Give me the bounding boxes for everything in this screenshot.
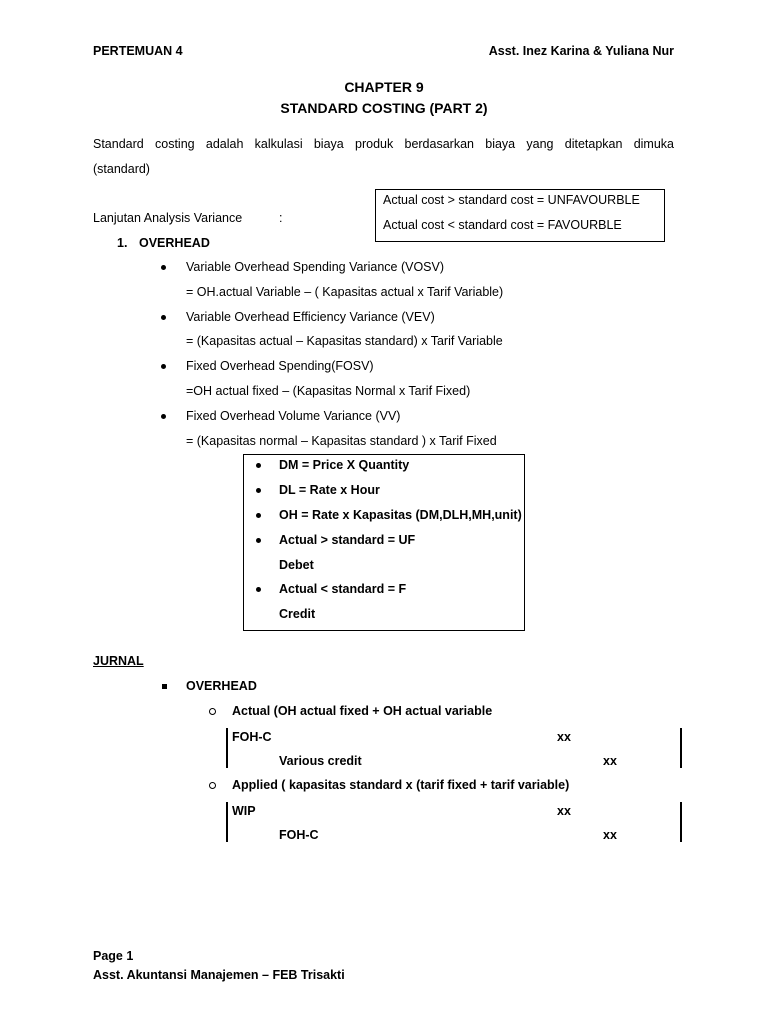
summary-uf: Actual > standard = UF <box>279 533 416 547</box>
entry-applied-debit-account: WIP <box>232 804 256 818</box>
bullet-icon <box>256 538 261 543</box>
bullet-icon <box>256 463 261 468</box>
fosv-title: Fixed Overhead Spending(FOSV) <box>186 359 374 373</box>
summary-oh: OH = Rate x Kapasitas (DM,DLH,MH,unit) <box>279 508 522 522</box>
bullet-icon <box>256 587 261 592</box>
jurnal-section: OVERHEAD <box>186 679 257 693</box>
header-right: Asst. Inez Karina & Yuliana Nur <box>488 44 674 58</box>
chapter-subtitle: STANDARD COSTING (PART 2) <box>280 100 488 116</box>
vv-title: Fixed Overhead Volume Variance (VV) <box>186 409 401 423</box>
chapter-title: CHAPTER 9 <box>344 79 424 95</box>
summary-debet: Debet <box>279 558 314 572</box>
entry-applied-credit-amount: xx <box>603 828 617 842</box>
t-account-right-rule <box>680 802 682 842</box>
summary-dm: DM = Price X Quantity <box>279 458 410 472</box>
vev-formula: = (Kapasitas actual – Kapasitas standard) x Tarif Variable <box>186 334 503 348</box>
entry-applied-title: Applied ( kapasitas standard x (tarif fixed + tarif variable) <box>232 778 570 792</box>
intro-line-1: Standard costing adalah kalkulasi biaya produk berdasarkan biaya yang ditetapkan dimuka <box>93 137 674 151</box>
overhead-number: 1. <box>117 236 128 250</box>
header-left: PERTEMUAN 4 <box>93 44 183 58</box>
overhead-heading: OVERHEAD <box>139 236 210 250</box>
entry-applied-credit-account: FOH-C <box>279 828 319 842</box>
bullet-icon <box>161 414 166 419</box>
bullet-icon <box>161 315 166 320</box>
vosv-title: Variable Overhead Spending Variance (VOSV) <box>186 260 445 274</box>
footer-org: Asst. Akuntansi Manajemen – FEB Trisakti <box>93 968 345 982</box>
entry-actual-title: Actual (OH actual fixed + OH actual variable <box>232 704 493 718</box>
analysis-label: Lanjutan Analysis Variance <box>93 211 243 225</box>
summary-f: Actual < standard = F <box>279 582 407 596</box>
entry-actual-debit-amount: xx <box>557 730 571 744</box>
entry-actual-credit-amount: xx <box>603 754 617 768</box>
summary-dl: DL = Rate x Hour <box>279 483 380 497</box>
bullet-icon <box>161 265 166 270</box>
vosv-formula: = OH.actual Variable – ( Kapasitas actual x Tarif Variable) <box>186 285 504 299</box>
jurnal-heading: JURNAL <box>93 654 144 668</box>
circle-bullet-icon <box>209 782 216 789</box>
entry-actual-debit-account: FOH-C <box>232 730 272 744</box>
t-account-right-rule <box>680 728 682 768</box>
bullet-icon <box>256 488 261 493</box>
summary-credit: Credit <box>279 607 316 621</box>
circle-bullet-icon <box>209 708 216 715</box>
cost-rule-unfavourable: Actual cost > standard cost = UNFAVOURBLE <box>383 193 640 207</box>
bullet-icon <box>161 364 166 369</box>
cost-rule-favourable: Actual cost < standard cost = FAVOURBLE <box>383 218 622 232</box>
square-bullet-icon <box>162 684 167 689</box>
vv-formula: = (Kapasitas normal – Kapasitas standard ) x Tarif Fixed <box>186 434 497 448</box>
intro-line-2: (standard) <box>93 162 150 176</box>
vev-title: Variable Overhead Efficiency Variance (VEV) <box>186 310 435 324</box>
footer-page: Page 1 <box>93 949 134 963</box>
entry-actual-credit-account: Various credit <box>279 754 362 768</box>
t-account-left-rule <box>226 728 228 768</box>
bullet-icon <box>256 513 261 518</box>
fosv-formula: =OH actual fixed – (Kapasitas Normal x Tarif Fixed) <box>186 384 471 398</box>
entry-applied-debit-amount: xx <box>557 804 571 818</box>
t-account-left-rule <box>226 802 228 842</box>
analysis-colon: : <box>279 211 283 225</box>
